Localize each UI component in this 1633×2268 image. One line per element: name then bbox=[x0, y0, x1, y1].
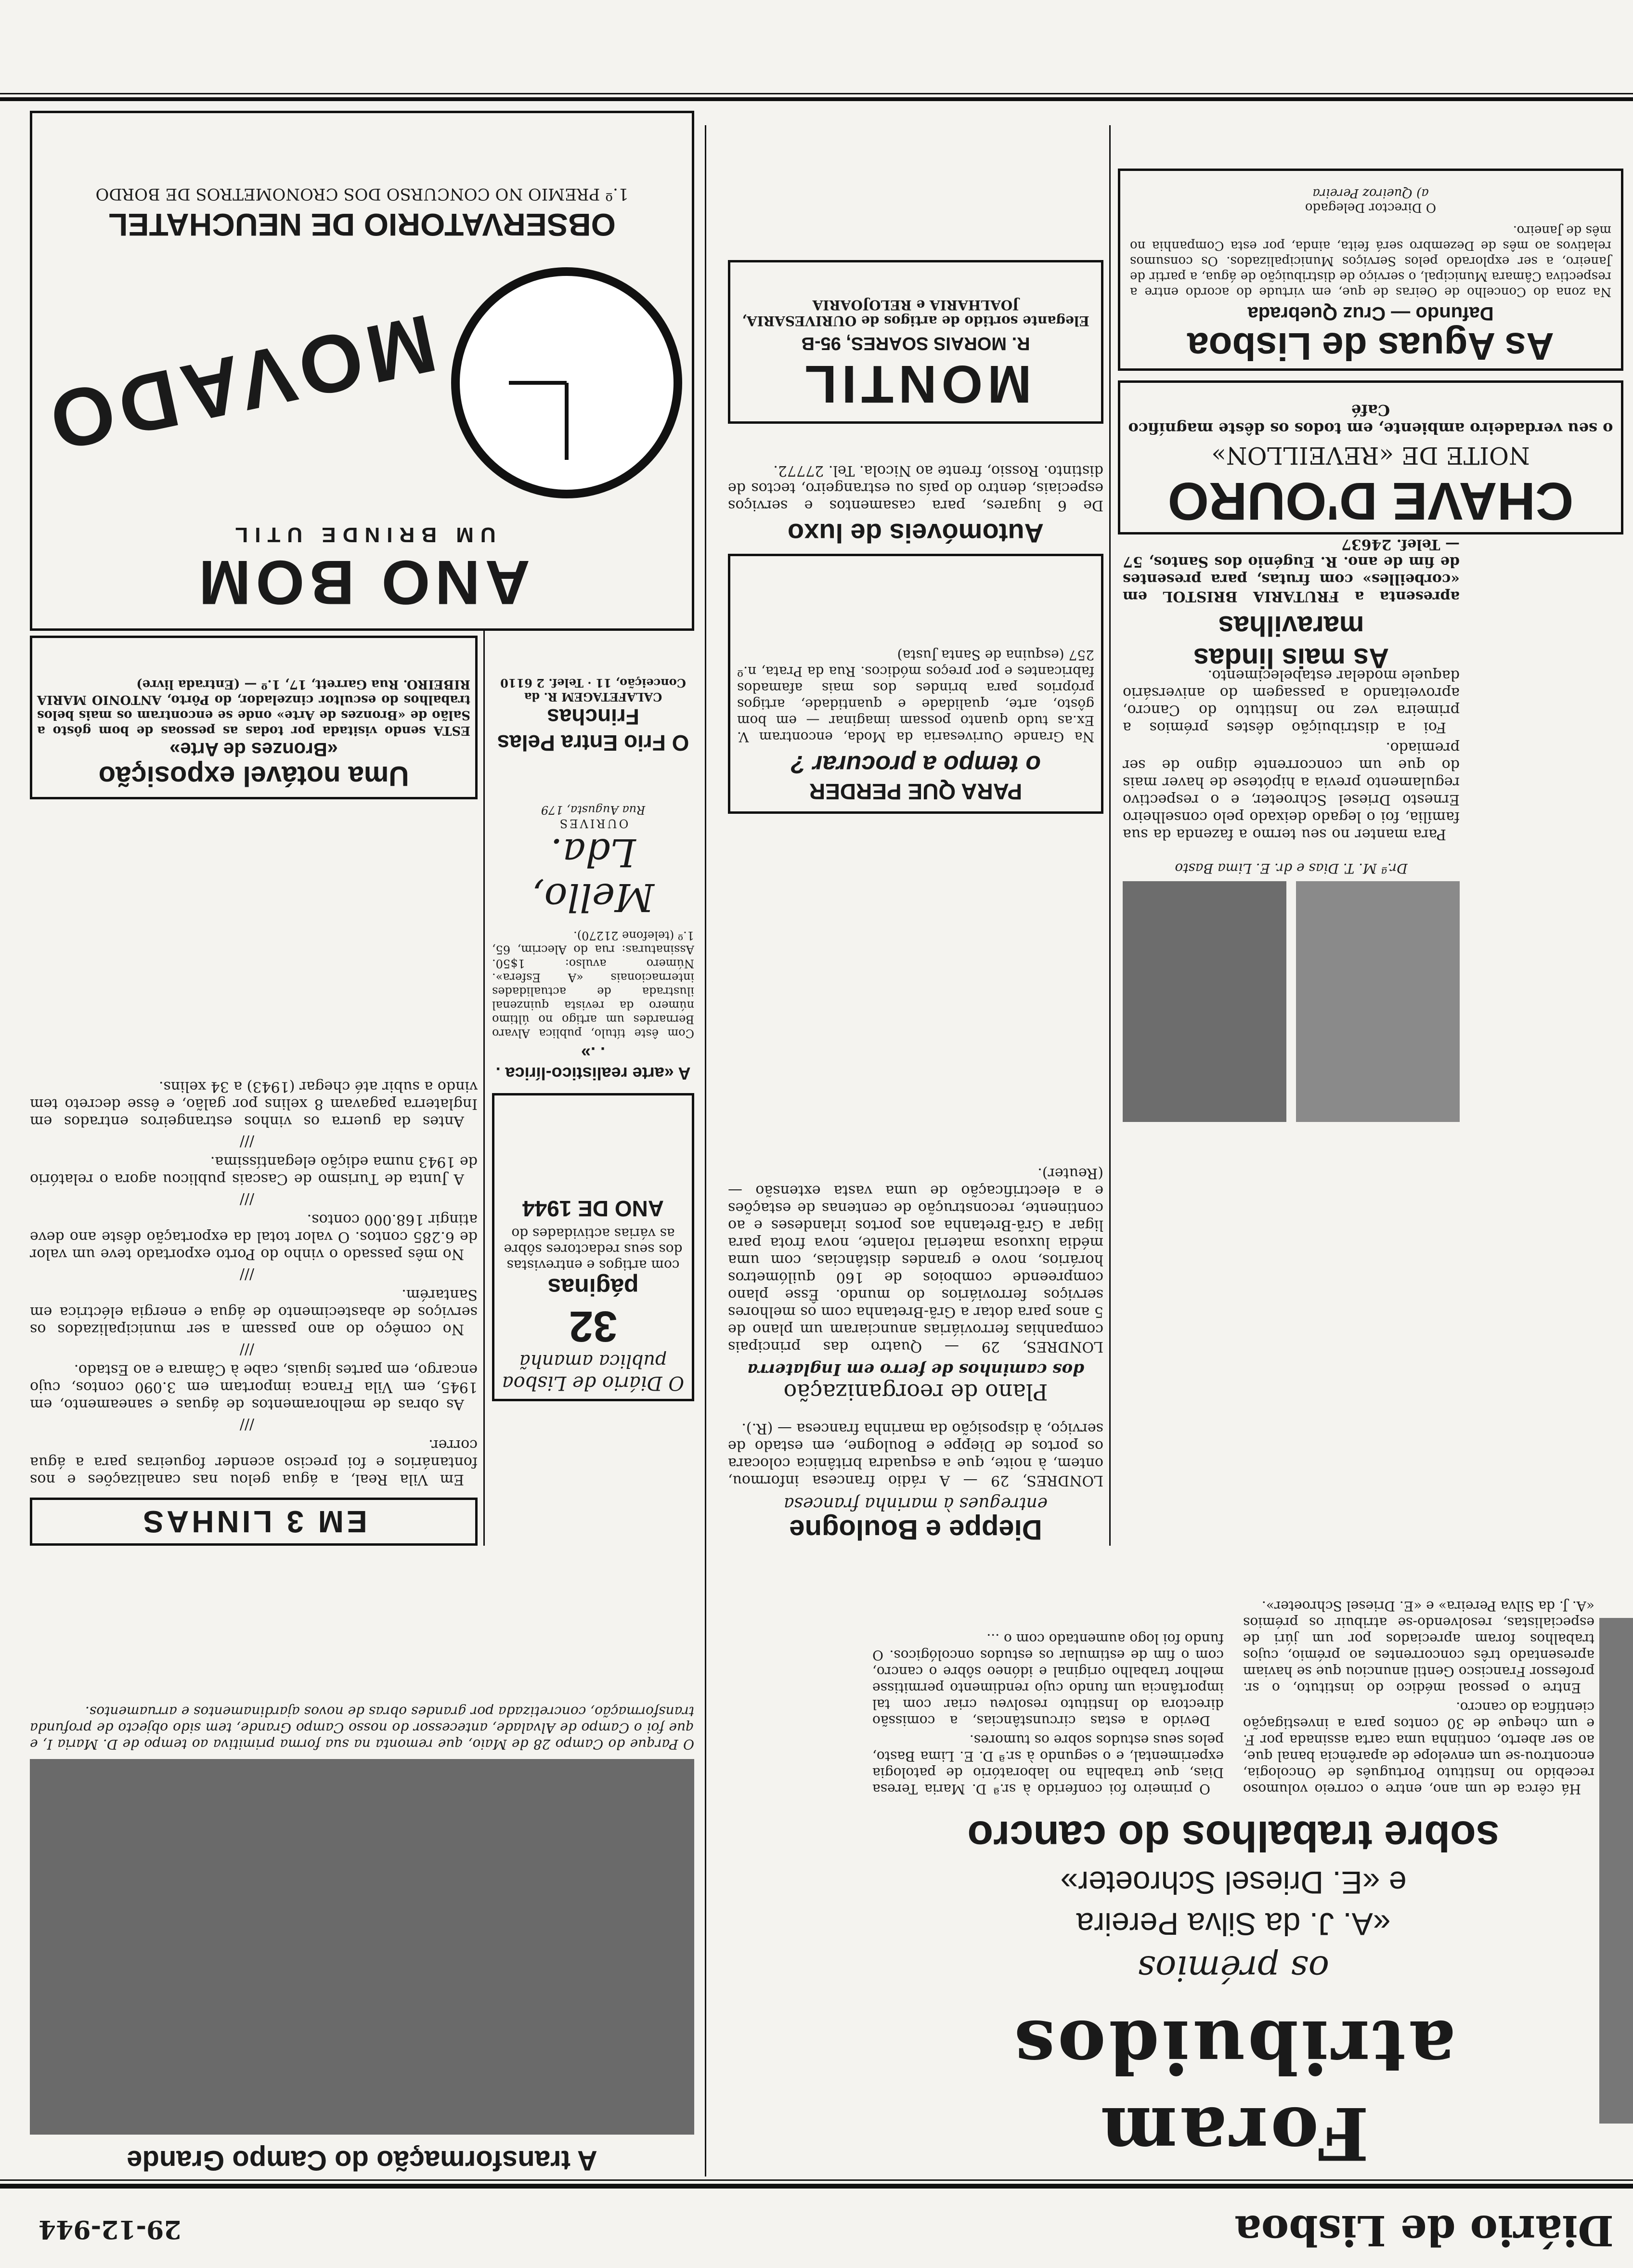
dieppe-headline: Dieppe e Boulogne bbox=[789, 1514, 1042, 1545]
list-item: No mês passado o vinho do Porto exportado teve um valor de 6.285 contos. O valor total da exportação dêste ano deve atingir 168.000 contos. bbox=[30, 1211, 478, 1263]
campo-photo bbox=[30, 1759, 694, 2135]
bronzes-subhead: «Bronzes de Arte» bbox=[169, 739, 338, 760]
automoveis-ad bbox=[728, 433, 1103, 549]
main-headline: Foram atribuidos bbox=[1011, 2004, 1456, 2176]
em3linhas bbox=[30, 823, 478, 1546]
dieppe-subhead: entregues à marinha francesa bbox=[784, 1494, 1048, 1513]
frio-text: CALAFETAGEM R. da Conceição, 11 · Telef. 2 6110 bbox=[500, 676, 686, 704]
masthead-rule-thin bbox=[0, 2179, 1633, 2181]
diario-line2: publica amanhã bbox=[519, 1351, 667, 1372]
movado-line2: 1.º PREMIO NO CONCURSO DOS CRONOMETROS DE BORDO bbox=[95, 184, 629, 204]
masthead bbox=[0, 2196, 1633, 2268]
frio-headline: O Frio Entra Pelas Frinchas bbox=[497, 704, 689, 756]
masthead-title: Diário de Lisboa bbox=[1234, 2206, 1614, 2255]
aguas-headline: As Aguas de Lisboa bbox=[1187, 325, 1554, 368]
plano-text: LONDRES, 29 — Quatro das principais companhias ferroviárias anunciaram um plano de 5 anos para dotar a Grã-Bretanha com os melhores serviços ferroviários do mundo. Êsse plano compreende comboios de 160 quilómetros horários, novo e grandes distâncias, com uma média luxuosa material rolante, nova frota para ligar a Grã-Bretanha aos portos irlandeses e ao continente, reconstrução de centenas de estações e a electrificação de uma vasta extensão — (Reuter). bbox=[728, 1165, 1103, 1355]
list-item: Em Vila Real, a água gelou nas canalizações e nos fontanários e foi preciso acender fogueiras para a água correr. bbox=[30, 1436, 478, 1488]
ourives-ad bbox=[492, 761, 694, 920]
pressa-headline: PARA QUE PERDER bbox=[809, 779, 1023, 804]
photo-caption: Dr.ª M. T. Dias e dr. E. Lima Basto bbox=[1175, 860, 1408, 876]
diario-year: ANO DE 1944 bbox=[522, 1196, 664, 1221]
montil-text: Elegante sortido de artigos de OURIVESARIA, JOALHARIA e RELOJOARIA bbox=[742, 297, 1089, 329]
main-story bbox=[872, 1502, 1594, 2177]
plano-headline: Plano de reorganização bbox=[783, 1379, 1048, 1405]
main-subhead-2: «A. J. da Silva Pereira bbox=[1076, 1906, 1391, 1942]
bronzes-text: ESTA sendo visitada por todas as pessoas de bom gôsto a Salão de «Bronzes de Arte» onde se encontram os mais belos trabalhos do escultor cinzelador, do Pôrto, ANTONIO MARIA RIBEIRO. Rua Garrett, 17, 1.º — (Entrada livre) bbox=[37, 677, 470, 738]
em3linhas-list bbox=[30, 1078, 478, 1488]
laureate-photo-1 bbox=[1296, 881, 1460, 1122]
montil-addr: R. MORAIS SOARES, 95-B bbox=[801, 333, 1030, 353]
masthead-rule bbox=[0, 2184, 1633, 2189]
aguas-subhead: Dafundo — Cruz Quebrada bbox=[1247, 303, 1494, 324]
arte-article bbox=[492, 929, 694, 1083]
bronzes-ad bbox=[30, 636, 478, 799]
arte-text: Com êste título, publica Alvaro Bernardes um artigo no último número da revista quinzenal ilustrada de actualidades internacionais «A Esfera». Número avulso: 1$50. Assinaturas: rua do Alecrim, 65, 1.º (telefone 21270). bbox=[492, 929, 694, 1040]
arte-headline: A «arte realistico-lírica . . .» bbox=[495, 1043, 691, 1083]
campo-grande bbox=[30, 1551, 694, 2177]
automoveis-headline: Automóveis de luxo bbox=[787, 518, 1044, 548]
maravilhas-headline: As mais lindas maravilhas bbox=[1193, 610, 1389, 674]
main-subhead-3: e «E. Driesel Schroeter» bbox=[1060, 1865, 1407, 1901]
chave-subhead: NOITE DE «REVEILLON» bbox=[1211, 442, 1530, 469]
separator: /// bbox=[239, 1133, 255, 1150]
main-paragraph: O primeiro foi conferido à sr.ª D. Maria Teresa Dias, que trabalha no laboratório de patologia experimental, e o segundo à sr.ª D. E. Lima Basto, pelos seus estudos sobre os tumores. bbox=[872, 1732, 1224, 1797]
intro-paragraph: Foi a distribuição dêstes prémios a primeira vez no Instituto do Cancro, aproveitando a passagem do aniversário daquele modelar estabelecimento. bbox=[1123, 667, 1460, 736]
diario-ad bbox=[492, 1093, 694, 1401]
column-rule-1 bbox=[1109, 125, 1111, 1546]
maravilhas-ad bbox=[1123, 536, 1460, 674]
main-paragraph: Devido a estas circunstâncias, a comissão directora do Instituto resolveu criar com tal importância um fundo cujo rendimento permitisse melhor trabalho original e idóneo sôbre o cancro, com o fim de estimular os estudos oncológicos. O fundo foi logo aumentado com o ... bbox=[872, 1631, 1224, 1729]
separator: /// bbox=[239, 1191, 255, 1208]
pressa-ad bbox=[728, 554, 1103, 814]
laureate-photo-2 bbox=[1123, 881, 1286, 1122]
em3linhas-title: EM 3 LINHAS bbox=[30, 1498, 478, 1546]
diario-pages: páginas bbox=[547, 1274, 639, 1301]
aguas-sign: O Director Delegado bbox=[1305, 200, 1437, 215]
aguas-signer: a) Queiroz Pereira bbox=[1312, 186, 1429, 200]
main-subhead-4: sobre trabalhos do cancro bbox=[967, 1812, 1500, 1860]
campo-caption: O Parque do Campo 28 de Maio, que remonta na sua forma primitiva ao tempo de D. Maria I, e que foi o Campo de Alvalade, antecessor do nosso Campo Grande, tem sido objecto de profunda transformação, concretizada por grandes obras de novos ajardinamentos e arruamentos. bbox=[30, 1704, 694, 1752]
pressa-text: Na Grande Ourivesaria da Moda, encontram V. Ex.as tudo quanto possam imaginar — em bom gôsto, arte, qualidade e quantidade, artigos próprios para brindes dos mais afamados fabricantes e por preços módicos. Rua da Prata, n.º 257 (esquina de Santa Justa) bbox=[737, 647, 1094, 745]
aguas-text: Na zona do Concelho de Oeiras de que, em virtude do acordo entre a respectiva Câmara Municipal, o serviço de distribuição de água, a partir de Janeiro, a ser explorado pelos Serviços Municipalizados. Os consumos relativos ao mês de Dezembro será feita, ainda, por esta Companhia no mês de Janeiro. bbox=[1130, 223, 1611, 299]
main-paragraph: Entre o pessoal médico do instituto, o sr. professor Francisco Gentil anunciou que se haviam apresentado três concorrentes ao prémio, cujos trabalhos foram apreciados por um júri de especialistas, resolvendo-se atribuir os prémios «A. J. da Silva Pereira» e «E. Driesel Schroeter». bbox=[1243, 1598, 1594, 1696]
maravilhas-text: apresenta a FRUTARIA BRISTOL em «corbeilles» com frutas, para presentes de fim de ano. R. Eugénio dos Santos, 57 — Telef. 24637 bbox=[1123, 536, 1460, 605]
separator: /// bbox=[239, 1266, 255, 1283]
movado-top2: UM BRINDE UTIL bbox=[228, 523, 496, 547]
chave-headline: CHAVE D'OURO bbox=[1167, 471, 1574, 531]
plano-subhead: dos caminhos de ferro em Inglaterra bbox=[747, 1360, 1084, 1379]
main-paragraph: Há cêrca de um ano, entre o correio volumoso recebido no Instituto Português de Oncologia, encontrou-se um envelope de aparência banal que, ao ser aberto, continha uma carta assinada por F. e um cheque de 30 contos para a investigação científica do cancro. bbox=[1243, 1699, 1594, 1797]
main-subhead-1: os prémios bbox=[1138, 1948, 1329, 1989]
diario-number: 32 bbox=[569, 1302, 618, 1350]
watch-icon bbox=[451, 267, 682, 498]
campo-headline: A transformação do Campo Grande bbox=[127, 2145, 597, 2176]
masthead-date: 29-12-944 bbox=[39, 2215, 181, 2244]
movado-top1: ANO BOM bbox=[194, 547, 531, 618]
pressa-subhead: o tempo a procurar ? bbox=[790, 750, 1041, 778]
column-rule-2 bbox=[705, 125, 706, 2177]
dieppe-text: LONDRES, 29 — A rádio francesa informou, ontem, à noite, que a esquadra britânica colocara os portos de Dieppe e Boulogne, em estado de serviço, à disposição da marinha francesa — (R.). bbox=[728, 1420, 1103, 1489]
chave-ad bbox=[1118, 380, 1623, 534]
movado-line1: OBSERVATORIO DE NEUCHATEL bbox=[108, 207, 616, 243]
automoveis-text: De 6 lugares, para casamentos e serviços especiais, dentro do país ou estrangeiro, tectos de distinto. Rossio, frente ao Nicola. Tel. 27772. bbox=[728, 462, 1103, 514]
montil-ad bbox=[728, 260, 1103, 424]
montil-name: MONTIL bbox=[800, 354, 1032, 414]
ourives-sub: OURIVES bbox=[557, 817, 629, 830]
list-item: A Junta de Turismo de Cascais publicou agora o relatório de 1943 numa edição elegantíssima. bbox=[30, 1153, 478, 1187]
bottom-rule-thin bbox=[0, 93, 1633, 94]
movado-brand: MOVADO bbox=[37, 297, 444, 469]
frio-ad bbox=[492, 645, 694, 756]
separator: /// bbox=[239, 1416, 255, 1433]
bottom-rule bbox=[0, 97, 1633, 101]
movado-ad bbox=[30, 111, 694, 631]
column-rule-3 bbox=[483, 631, 485, 1546]
left-photo bbox=[1599, 1618, 1633, 2124]
ourives-name: Mello, Lda. bbox=[531, 830, 655, 920]
laureate-photos bbox=[1123, 852, 1460, 1122]
separator: /// bbox=[239, 1341, 255, 1358]
chave-text: o seu verdadeiro ambiente, em todos os dêste magnífico Café bbox=[1128, 401, 1613, 438]
bronzes-headline: Uma notável exposição bbox=[98, 760, 409, 792]
list-item: As obras de melhoramentos de águas e saneamento, em 1945, em Vila Franca importam em 3.090 contos, cujo encargo, em partes iguais, cabe à Câmara e ao Estado. bbox=[30, 1361, 478, 1413]
diario-body: com artigos e entrevistas dos seus redactores sôbre as várias actividades do bbox=[504, 1225, 683, 1273]
diario-line1: O Diário de Lisboa bbox=[502, 1372, 685, 1394]
aguas-ad bbox=[1118, 169, 1623, 371]
news-column bbox=[728, 775, 1103, 1546]
list-item: No comêço do ano passam a ser municipalizados os serviços de abastecimento de água e energia eléctrica em Santarém. bbox=[30, 1286, 478, 1338]
ourives-addr: Rua Augusta, 179 bbox=[541, 803, 646, 817]
list-item: Antes da guerra os vinhos estrangeiros entrados em Inglaterra pagavam 8 xelins por galão, e êsse decreto tem vindo a subir até chegar (1943) a 34 xelins. bbox=[30, 1078, 478, 1130]
intro-paragraph: Para manter no seu termo a fazenda da sua família, foi o legado deixado pelo conselheiro Ernesto Driesel Schroeter, e o respectivo regulamento previa a hipótese de haver mais do que um concorrente digno de ser premiado. bbox=[1123, 739, 1460, 843]
